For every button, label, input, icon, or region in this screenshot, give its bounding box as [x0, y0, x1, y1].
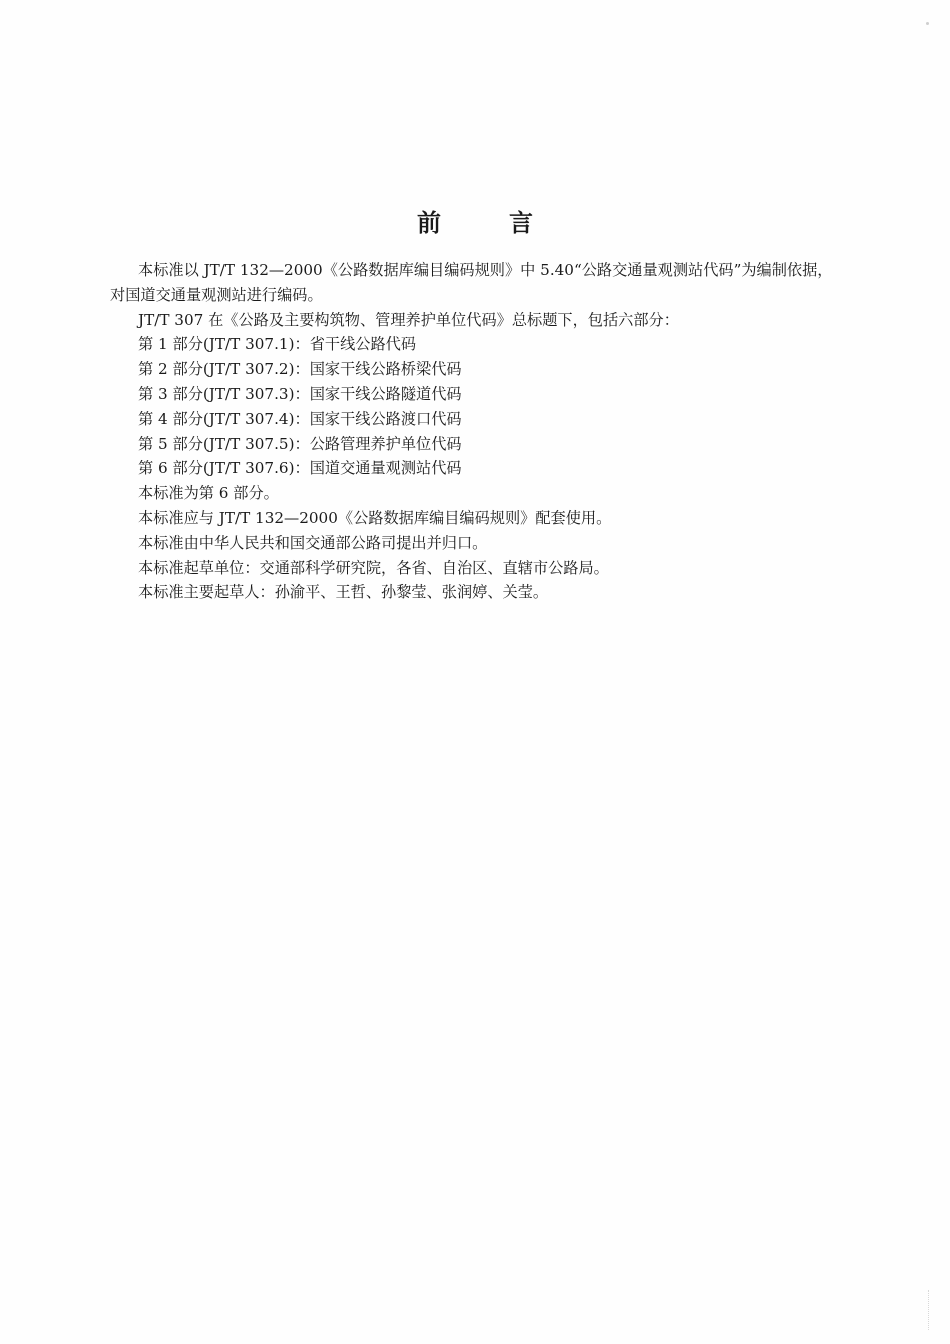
part-item-6: 第 6 部分(JT/T 307.6)：国道交通量观测站代码: [138, 459, 462, 478]
part-item-5: 第 5 部分(JT/T 307.5)：公路管理养护单位代码: [138, 434, 462, 453]
closing-usage-note: 本标准应与 JT/T 132—2000《公路数据库编目编码规则》配套使用。: [138, 508, 612, 527]
title-char-1: 前: [417, 208, 441, 237]
part-item-1: 第 1 部分(JT/T 307.1)：省干线公路代码: [138, 335, 417, 354]
closing-drafting-units: 本标准起草单位：交通部科学研究院，各省、自治区、直辖市公路局。: [138, 558, 609, 577]
closing-part-note: 本标准为第 6 部分。: [138, 484, 279, 503]
closing-drafters: 本标准主要起草人：孙渝平、王哲、孙黎莹、张润婷、关莹。: [138, 583, 549, 602]
closing-proposer-note: 本标准由中华人民共和国交通部公路司提出并归口。: [138, 533, 488, 552]
paragraph-basis: 本标准以 JT/T 132—2000《公路数据库编目编码规则》中 5.40“公路交通量观测站代码”为编制依据，对国道交通量观测站进行编码。: [110, 261, 833, 304]
title-char-2: 言: [509, 208, 533, 237]
scan-edge-mark: [928, 1290, 931, 1330]
part-item-3: 第 3 部分(JT/T 307.3)：国家干线公路隧道代码: [138, 384, 462, 403]
page-title: [0, 203, 950, 238]
foreword-body: [110, 258, 842, 605]
part-item-2: 第 2 部分(JT/T 307.2)：国家干线公路桥梁代码: [138, 360, 462, 379]
scan-speck: [926, 22, 929, 25]
part-item-4: 第 4 部分(JT/T 307.4)：国家干线公路渡口代码: [138, 409, 462, 428]
paragraph-structure: JT/T 307 在《公路及主要构筑物、管理养护单位代码》总标题下，包括六部分：: [138, 310, 679, 329]
